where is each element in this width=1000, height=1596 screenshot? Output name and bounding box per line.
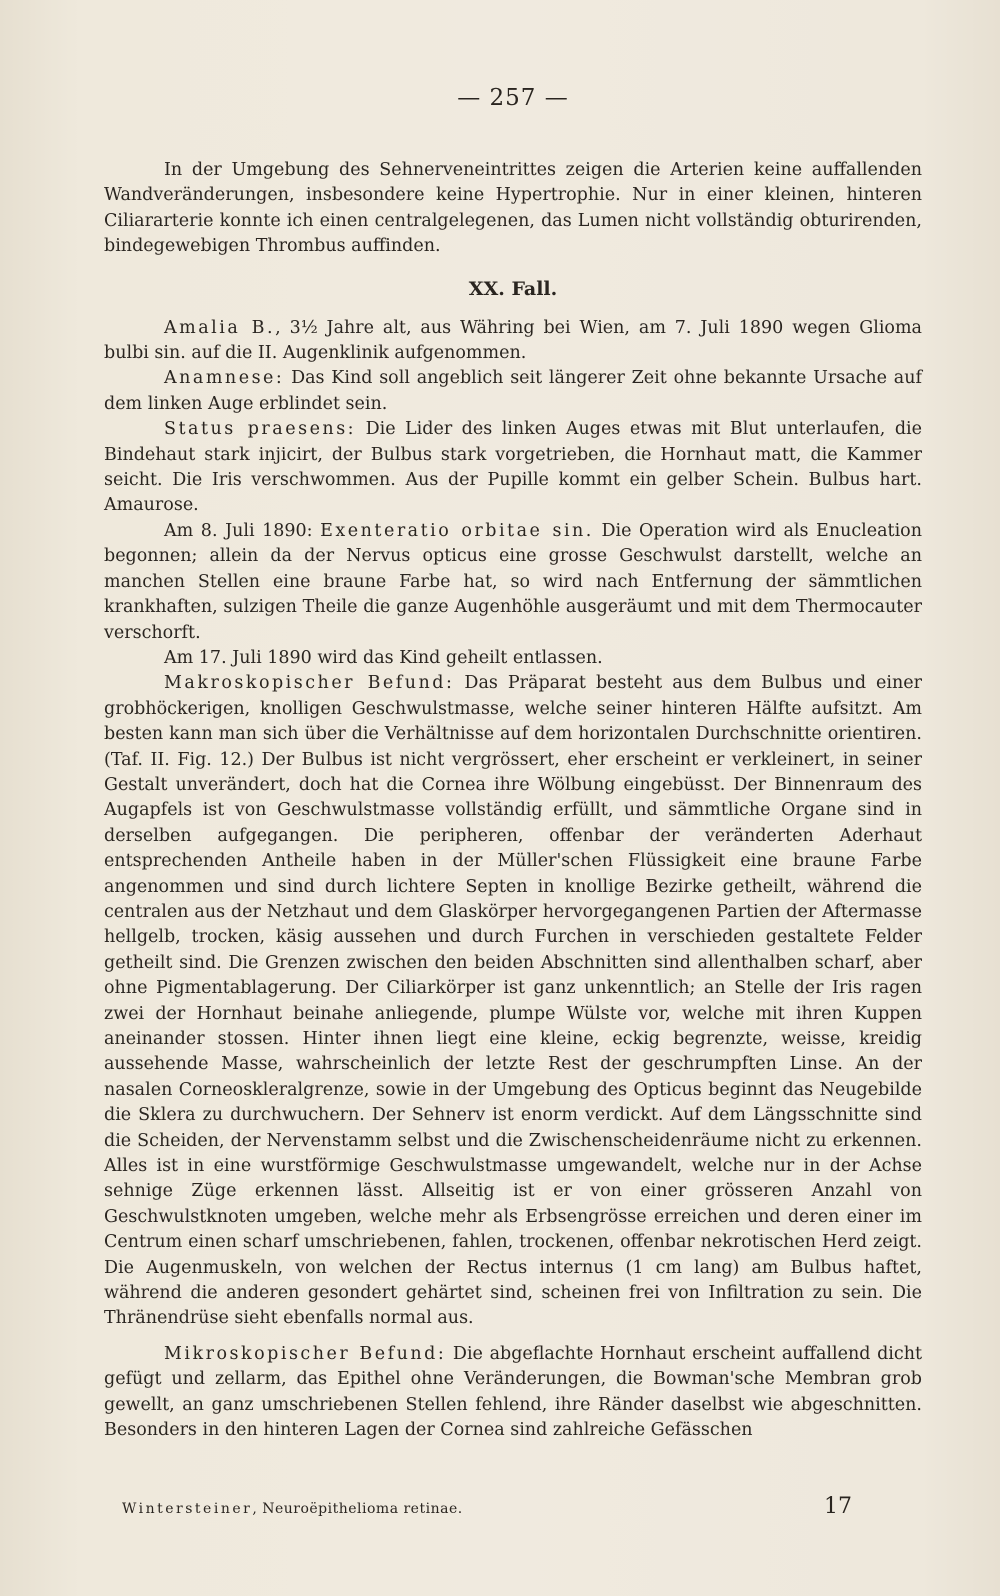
makro-text: Das Präparat besteht aus dem Bulbus und einer grobhöckerigen, knolligen Geschwulstmasse, welche seiner hinteren Hälfte aufsitzt. Am besten kann man sich über die Verhältnisse auf dem horizontalen Durchschnitte orientiren. (Taf. II. Fig. 12.) Der Bulbus ist nicht vergrössert, eher erscheint er verkleinert, in seiner Gestalt unverändert, doch hat die Cornea ihre Wölbung eingebüsst. Der Binnenraum des Augapfels ist von Geschwulstmasse vollständig erfüllt, und sämmtliche Organe sind in derselben aufgegangen. Die peripheren, offenbar der veränderten Aderhaut entsprechenden Antheile haben in der Müller'schen Flüssigkeit eine braune Farbe angenommen und sind durch lichtere Septen in knollige Bezirke getheilt, während die centralen aus der Netzhaut und dem Glaskörper hervorgegangenen Partien der Aftermasse hellgelb, trocken, käsig aussehen und durch Furchen in verschieden gestaltete Felder getheilt sind. Die Grenzen zwischen den beiden Abschnitten sind allenthalben scharf, aber ohne Pigmentablagerung. Der Ciliarkörper ist ganz unkenntlich; an Stelle der Iris ragen zwei der Hornhaut beinahe anliegende, plumpe Wülste vor, welche mit ihren Kuppen aneinander stossen. Hinter ihnen liegt eine kleine, eckig begrenzte, weisse, kreidig aussehende Masse, wahrscheinlich der letzte Rest der geschrumpften Linse. An der nasalen Corneoskleralgrenze, sowie in der Umgebung des Opticus beginnt das Neugebilde die Sklera zu durchwuchern. Der Sehnerv ist enorm verdickt. Auf dem Längsschnitte sind die Scheiden, der Nervenstamm selbst und die Zwischenscheidenräume nicht zu erkennen. Alles ist in eine wurstförmige Geschwulstmasse umgewandelt, welche nur in der Achse sehnige Züge erkennen lässt. Allseitig ist er von einer grösseren Anzahl von Geschwulstknoten umgeben, welche mehr als Erbsengrösse erreichen und deren einer im Centrum einen scharf umschriebenen, fahlen, trockenen, offenbar nekrotischen Herd zeigt. Die Augenmuskeln, von welchen der Rectus internus (1 cm lang) am Bulbus haftet, während die anderen gesondert gehärtet sind, scheinen frei von Infiltration zu sein. Die Thränendrüse sieht ebenfalls normal aus. xyxy=(104,673,922,1329)
paragraph-makro xyxy=(104,671,922,1332)
paragraph-anamnese xyxy=(104,366,922,417)
status-label: Status praesens: xyxy=(164,419,357,440)
anamnese-text: Das Kind soll angeblich seit längerer Zeit ohne bekannte Ursache auf dem linken Auge erblindet sein. xyxy=(104,368,922,414)
case-heading: XX. Fall. xyxy=(468,277,558,300)
patient-name: Amalia B. xyxy=(164,317,276,338)
footer-title: , Neuroëpithelioma retinae. xyxy=(252,1501,463,1517)
patient-text: , 3½ Jahre alt, aus Währing bei Wien, am 7. Juli 1890 wegen Glioma bulbi sin. auf die II. Augenklinik aufgenommen. xyxy=(104,317,922,364)
operation-label: Exenteratio orbitae sin. xyxy=(320,520,594,541)
paragraph-operation xyxy=(104,519,922,646)
status-text: Die Lider des linken Auges etwas mit Blut unterlaufen, die Bindehaut stark injicirt, der Bulbus stark vorgetrieben, die Hornhaut matt, die Kammer seicht. Die Iris verschwommen. Aus der Pupille kommt ein gelber Schein. Bulbus hart. Amaurose. xyxy=(104,419,922,516)
mikro-label: Mikroskopischer Befund: xyxy=(164,1343,447,1364)
paragraph-gap xyxy=(104,1332,922,1342)
paragraph-status xyxy=(104,417,922,519)
paragraph-discharge: Am 17. Juli 1890 wird das Kind geheilt entlassen. xyxy=(164,647,603,668)
page-footer xyxy=(122,1494,922,1519)
footer-author: Wintersteiner xyxy=(122,1501,253,1517)
paragraph-intro: In der Umgebung des Sehnerveneintrittes zeigen die Arterien keine auffallenden Wandveränderungen, insbesondere keine Hypertrophie. Nur in einer kleinen, hinteren Ciliararterie konnte ich einen centralgelegenen, das Lumen nicht vollständig obturirenden, bindegewebigen Thrombus auffinden. xyxy=(104,160,922,257)
anamnese-label: Anamnese: xyxy=(164,368,285,389)
makro-label: Makroskopischer Befund: xyxy=(164,673,455,694)
paragraph-patient xyxy=(104,316,922,367)
operation-text: Die Operation wird als Enucleation begonnen; allein da der Nervus opticus eine grosse Geschwulst darstellt, welche an manchen Stellen eine braune Farbe hat, so wird nach Entfernung der sämmtlichen krankhaften, sulzigen Theile die ganze Augenhöhle ausgeräumt und mit dem Thermocauter verschorft. xyxy=(104,520,922,643)
footer-author-line xyxy=(122,1501,463,1517)
page-number: — 257 — xyxy=(457,85,569,111)
operation-prefix: Am 8. Juli 1890: xyxy=(164,520,321,541)
page-content xyxy=(104,82,922,1444)
mikro-text: Die abgeflachte Hornhaut erscheint auffallend dicht gefügt und zellarm, das Epithel ohne Veränderungen, die Bowman'sche Membran grob gewellt, an ganz umschriebenen Stellen fehlend, ihre Ränder daselbst wie abgeschnitten. Besonders in den hinteren Lagen der Cornea sind zahlreiche Gefässchen xyxy=(104,1343,922,1441)
paragraph-mikro xyxy=(104,1342,922,1444)
footer-signature: 17 xyxy=(824,1494,852,1519)
